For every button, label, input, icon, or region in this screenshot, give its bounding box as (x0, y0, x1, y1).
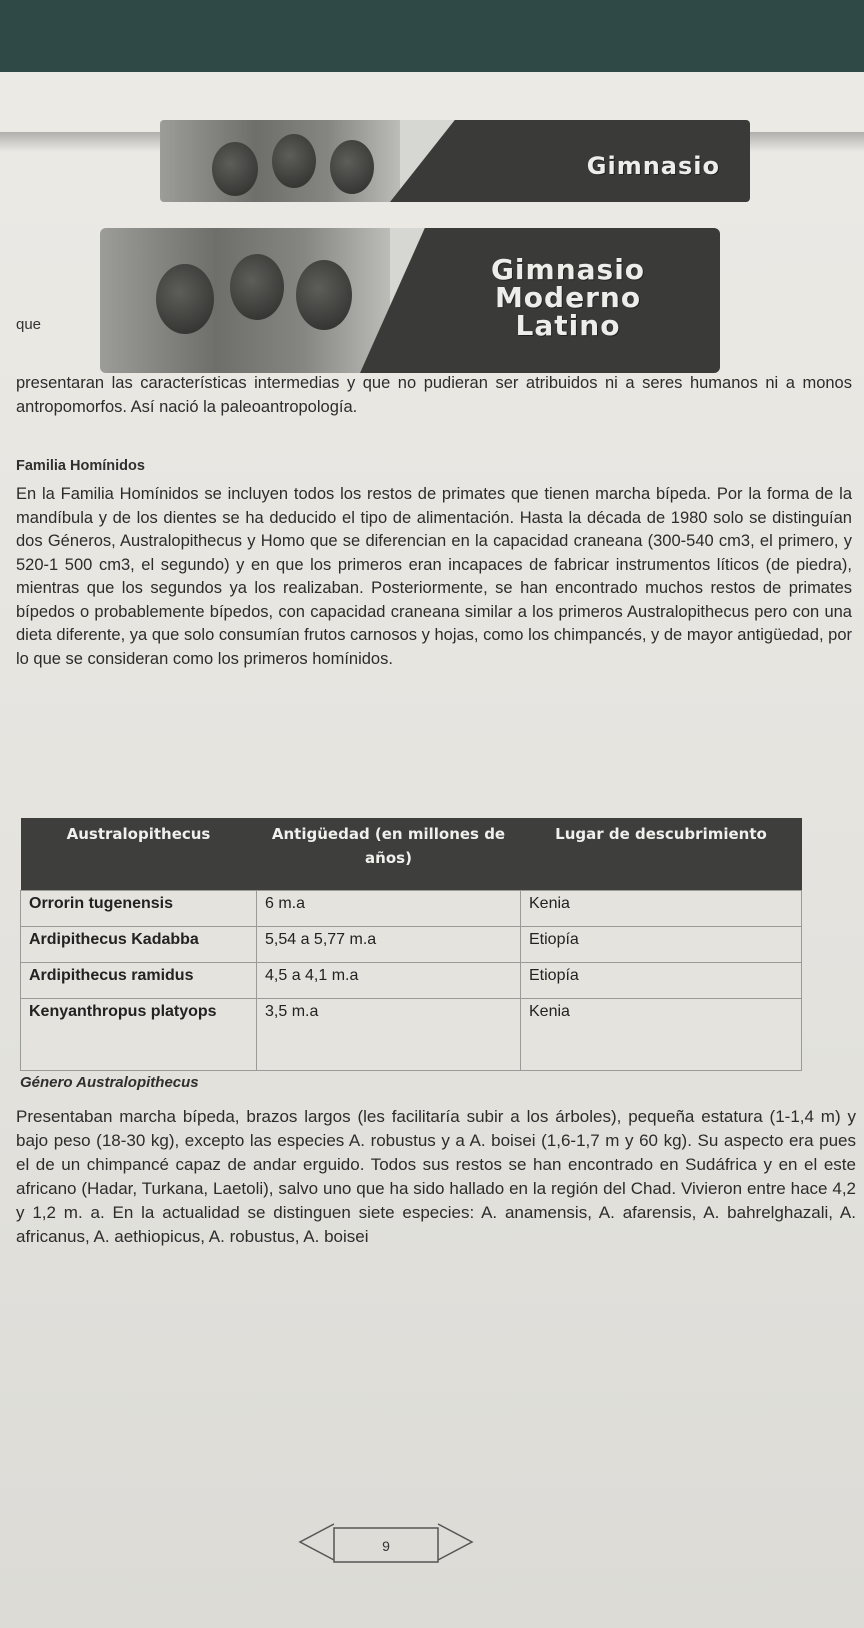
banner-title-line3: Latino (515, 309, 621, 342)
banner-title-line1: Gimnasio (490, 253, 646, 286)
fragment-word: que (16, 316, 42, 333)
table-cell-species: Kenyanthropus platyops (21, 998, 257, 1070)
intro-paragraph: presentaran las características intermedias y que no pudieran ser atribuidos ni a seres humanos ni a monos antropomorfos. Así nació la paleoantropología. (16, 374, 852, 416)
genus-title: Género Australopithecus (20, 1074, 199, 1091)
table-row (21, 962, 802, 998)
banner-photo (160, 120, 400, 202)
species-table (20, 818, 802, 1071)
table-row (21, 926, 802, 962)
header-banner-main (100, 228, 720, 373)
banner-photo (100, 228, 390, 373)
table-header-place: Lugar de descubrimiento (521, 818, 802, 890)
section-title: Familia Homínidos (16, 458, 145, 474)
table-row (21, 890, 802, 926)
banner-title (468, 253, 668, 342)
banner-title-line2: Moderno (494, 281, 642, 314)
table-cell-age: 5,54 a 5,77 m.a (257, 926, 521, 962)
page-number-badge (296, 1520, 476, 1566)
table-header-species: Australopithecus (21, 818, 257, 890)
table-header-age: Antigüedad (en millones de años) (257, 818, 521, 890)
table-cell-place: Etiopía (521, 962, 802, 998)
page-number: 9 (382, 1538, 390, 1554)
table-header-row (21, 818, 802, 890)
table-cell-species: Ardipithecus Kadabba (21, 926, 257, 962)
header-banner-small (160, 120, 750, 202)
table-cell-age: 4,5 a 4,1 m.a (257, 962, 521, 998)
paragraph-hominids: En la Familia Homínidos se incluyen todos los restos de primates que tienen marcha bípeda. Por la forma de la mandíbula y de los dientes se ha deducido el tipo de alimentación. Hasta la década de 1980 solo se distinguían dos Géneros, Australopithecus y Homo que se diferencian en la capacidad craneana (300-540 cm3, el primero, y 520-1 500 cm3, el segundo) y en que los primeros eran incapaces de fabricar instrumentos líticos (de piedra), mientras que los segundos ya los realizaban. Posteriormente, se han encontrado muchos restos de primates bípedos o probablemente bípedos, con capacidad craneana similar a los primeros Australopithecus pero con una dieta diferente, ya que solo consumían frutos carnosos y hojas, como los chimpancés, y de mayor antigüedad, por lo que se consideran como los primeros homínidos. (16, 485, 852, 668)
table-cell-age: 6 m.a (257, 890, 521, 926)
table-cell-species: Orrorin tugenensis (21, 890, 257, 926)
paragraph-australopithecus: Presentaban marcha bípeda, brazos largos (les facilitaría subir a los árboles), pequeña estatura (1-1,4 m) y bajo peso (18-30 kg), excepto las especies A. robustus y a A. boisei (1,6-1,7 m y 60 kg). Su aspecto era pues el de un chimpancé capaz de andar erguido. Todos sus restos se han encontrado en Sudáfrica y en el este africano (Hadar, Turkana, Laetoli), salvo uno que ha sido hallado en la región del Chad. Vivieron entre hace 4,2 y 1,2 m. a. En la actualidad se distinguen siete especies: A. anamensis, A. afarensis, A. bahrelghazali, A. africanus, A. aethiopicus, A. robustus, A. boisei (16, 1107, 856, 1246)
table-row (21, 998, 802, 1070)
table-cell-place: Kenia (521, 890, 802, 926)
table-cell-species: Ardipithecus ramidus (21, 962, 257, 998)
table-cell-place: Etiopía (521, 926, 802, 962)
table-cell-place: Kenia (521, 998, 802, 1070)
table-cell-age: 3,5 m.a (257, 998, 521, 1070)
banner-title: Gimnasio (586, 152, 720, 180)
